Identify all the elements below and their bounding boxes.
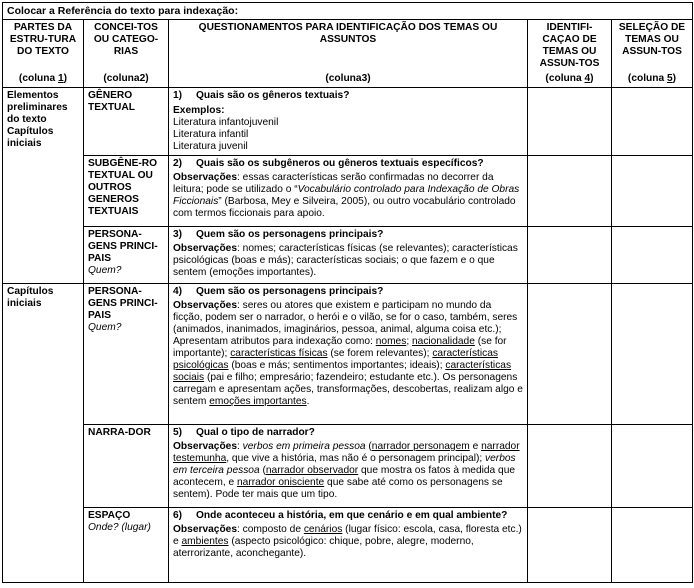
- category-cell: ESPAÇO Onde? (lugar): [84, 508, 169, 583]
- observation: Observações: composto de cenários (lugar físico: escola, casa, floresta etc.) e ambientes (aspecto psicológico: chique, pobre, alegre, moderno, aterrorizante, aconchegante).: [173, 524, 522, 559]
- question-cell: 1) Quais são os gêneros textuais? Exemplos: Literatura infantojuvenil Literatura infantil Literatura juvenil: [169, 88, 528, 156]
- identification-cell: [528, 425, 612, 508]
- header-col1-number: (coluna 1): [18, 73, 68, 84]
- selection-cell: [612, 425, 693, 508]
- header-col1: PARTES DA ESTRU-TURA DO TEXTO (coluna 1): [3, 20, 84, 88]
- header-col5-number: (coluna 5): [627, 73, 677, 84]
- part-cell: Capítulos iniciais: [3, 284, 84, 583]
- table-row: [3, 284, 693, 425]
- identification-cell: [528, 156, 612, 227]
- header-col3: QUESTIONAMENTOS PARA IDENTIFICAÇÃO DOS TEMAS OU ASSUNTOS (coluna3): [169, 20, 528, 88]
- table-row: [3, 425, 693, 508]
- table-row: [3, 508, 693, 583]
- selection-cell: [612, 284, 693, 425]
- question: 3) Quem são os personagens principais?: [173, 229, 384, 240]
- observation: Observações: essas características serão confirmadas no decorrer da leitura; pode se utilizado o “Vocabulário controlado para Indexação de Obras Ficcionais” (Barbosa, Mey e Silveira, 2005), ou outro vocabulário controlado com termos ficcionais para apoio.: [173, 172, 520, 219]
- selection-cell: [612, 156, 693, 227]
- category-cell: PERSONA-GENS PRINCI-PAIS Quem?: [84, 284, 169, 425]
- header-col4-number: (coluna 4): [545, 73, 594, 84]
- question: 2) Quais são os subgêneros ou gêneros textuais específicos?: [173, 158, 484, 169]
- question-cell: [169, 425, 528, 508]
- table-row: [3, 227, 693, 284]
- identification-cell: [528, 227, 612, 284]
- selection-cell: [612, 88, 693, 156]
- question-cell: [169, 284, 528, 425]
- category-cell: SUBGÊNE-RO TEXTUAL OU OUTROS GENEROS TEXTUAIS: [84, 156, 169, 227]
- observation: Observações: verbos em primeira pessoa (narrador personagem e narrador testemunha, que vive a história, mas não é o personagem principal); verbos em terceira pessoa (narrador observador que mostra os fatos à medida que acontecem, e narrador onisciente que sabe até como os personagens se sentem). Pode ter mais que um tipo.: [173, 441, 520, 500]
- observation: Observações: nomes; características físicas (se relevantes); características psicológicas (boas e más); características sociais; o que fazem e o que sentem (emoções importantes).: [173, 243, 518, 278]
- title-row: [3, 3, 693, 20]
- category-cell: PERSONA-GENS PRINCI-PAIS Quem?: [84, 227, 169, 284]
- question-cell: [169, 508, 528, 583]
- selection-cell: [612, 508, 693, 583]
- category-cell: NARRA-DOR: [84, 425, 169, 508]
- question: 6) Onde aconteceu a história, em que cenário e em qual ambiente?: [173, 510, 508, 521]
- question-cell: [169, 227, 528, 284]
- question: 1) Quais são os gêneros textuais?: [173, 90, 350, 101]
- table-row: [3, 156, 693, 227]
- header-col4: IDENTIFI-CAÇAO DE TEMAS OU ASSUN-TOS (coluna 4): [528, 20, 612, 88]
- selection-cell: [612, 227, 693, 284]
- header-row: [3, 20, 693, 88]
- question: 5) Qual o tipo de narrador?: [173, 427, 315, 438]
- table-row: [3, 88, 693, 156]
- question: 4) Quem são os personagens principais?: [173, 286, 384, 297]
- header-col2: CONCEI-TOS OU CATEGO-RIAS (coluna2): [84, 20, 169, 88]
- identification-cell: [528, 284, 612, 425]
- identification-cell: [528, 88, 612, 156]
- observation: Observações: seres ou atores que existem e participam no mundo da ficção, podem ser o narrador, o herói e o vilão, se for o caso, também, seres (animados, inanimados, imaginários, pessoa, animal, alguma coisa etc.); Apresentam atributos para indexação como: nomes; nacionalidade (se for importante); características físicas (se forem relevantes); características psicológicas (boas e más; sentimentos importantes; ideais); características sociais (pai e filho; empresário; fazendeiro; estudante etc.). Os personagens carregam e apresentam ações, transformações, descobertas, realizam algo e sentem emoções importantes.: [173, 300, 523, 407]
- header-col5: SELEÇÃO DE TEMAS OU ASSUN-TOS (coluna 5): [612, 20, 693, 88]
- identification-cell: [528, 508, 612, 583]
- reference-title: Colocar a Referência do texto para indexação:: [3, 3, 693, 20]
- question-cell: [169, 156, 528, 227]
- indexing-table: [2, 2, 693, 583]
- part-cell: Elementos preliminares do texto Capítulos iniciais: [3, 88, 84, 284]
- category-cell: GÊNERO TEXTUAL: [84, 88, 169, 156]
